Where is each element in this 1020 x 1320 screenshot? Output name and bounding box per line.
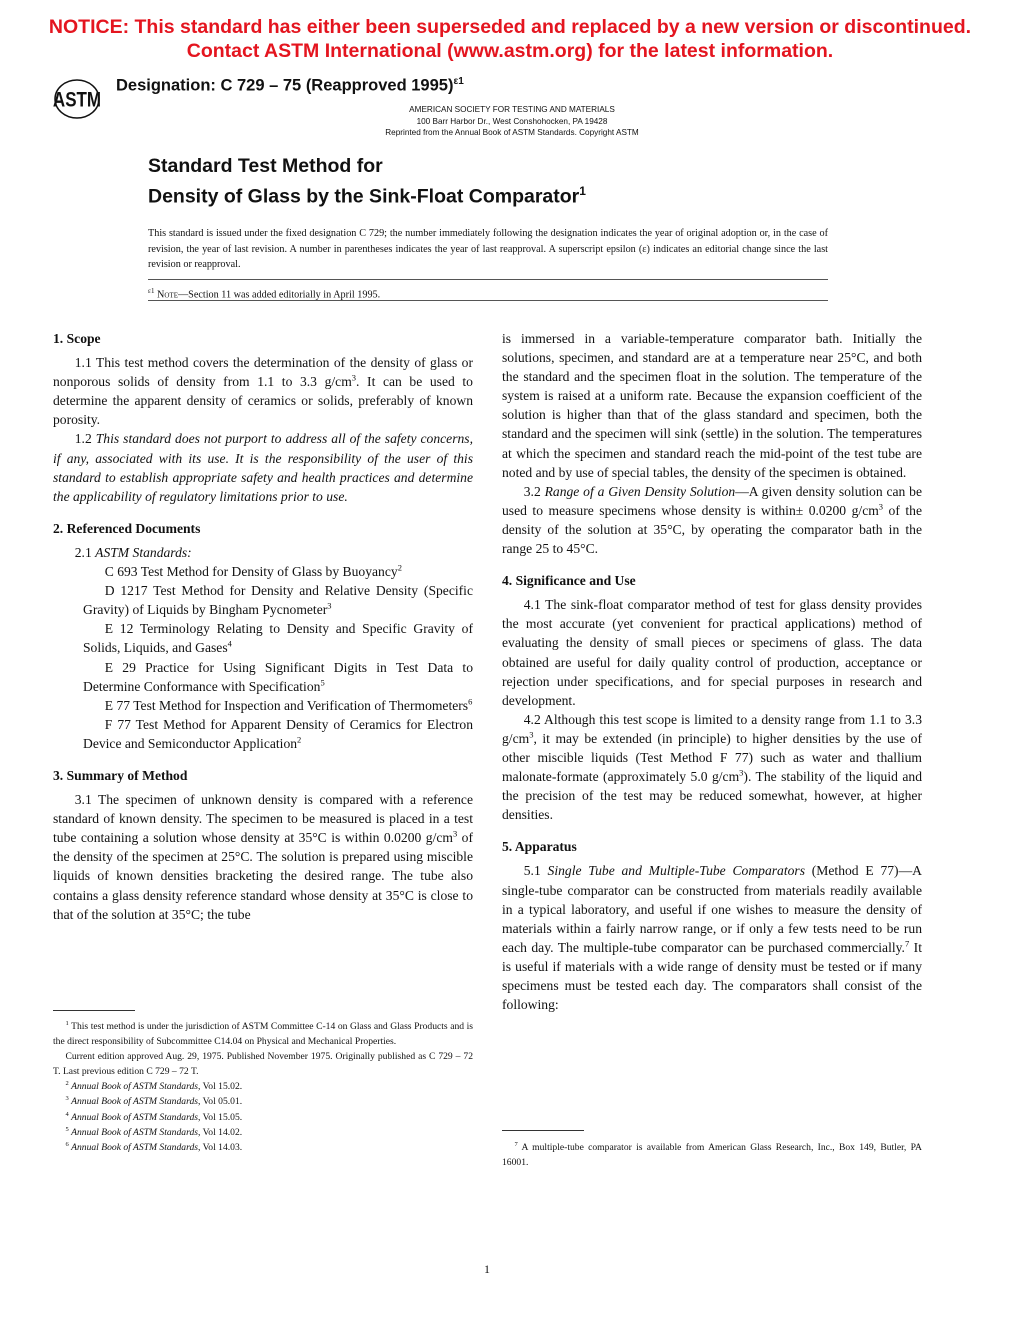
reference-text: D 1217 Test Method for Density and Relative Density (Specific Gravity) of Liquids by Bingham Pycnometer	[83, 583, 473, 618]
sup: 4	[65, 1110, 69, 1118]
org-address: 100 Barr Harbor Dr., West Conshohocken, PA 19428	[416, 116, 608, 126]
designation	[116, 76, 464, 96]
reference-text: F 77 Test Method for Apparent Density of Ceramics for Electron Device and Semiconductor Application	[83, 716, 473, 751]
sup: 6	[468, 696, 473, 707]
scope-1-2-text: This standard does not purport to address all of the safety concerns, if any, associated with its use. It is the responsibility of the user of this standard to establish appropriate safety and health practices and determine the applicability of regulatory limitations prior to use.	[53, 431, 473, 504]
significance-4-2	[502, 710, 922, 825]
footnote-italic: Annual Book of ASTM Standards	[71, 1126, 198, 1138]
significance-4-2-text: 4.2 Although this test scope is limited to a density range from 1.1 to 3.3 g/cm	[502, 711, 922, 746]
significance-4-2-text-c: ). The stability of the liquid and the precision of the test may be reduced somewhat, however, at higher densities.	[502, 769, 922, 823]
astm-logo	[52, 78, 102, 120]
summary-3-2-text: —A given density solution can be used to measure specimens whose density is within± 0.0200 g/cm	[502, 483, 923, 518]
editorial-note-sup: ε1	[148, 287, 155, 295]
designation-sup: ε1	[453, 76, 464, 87]
footnote-3	[53, 1094, 473, 1109]
footnote-6	[53, 1140, 473, 1155]
reprint-note: Reprinted from the Annual Book of ASTM Standards. Copyright ASTM	[385, 128, 639, 137]
reference-text: C 693 Test Method for Density of Glass by Buoyancy	[104, 564, 398, 580]
reference-item	[71, 619, 473, 657]
right-column	[502, 329, 922, 1014]
footnote-1b: Current edition approved Aug. 29, 1975. Published November 1975. Originally published as C 729 – 72 T. Last previous edition C 729 – 72 T.	[53, 1051, 473, 1078]
summary-3-2-italic: Range of a Given Density Solution	[544, 483, 736, 499]
editorial-note-label: Note	[157, 289, 178, 301]
divider	[148, 279, 828, 280]
footnote-right	[502, 1140, 922, 1170]
footnote-2	[53, 1079, 473, 1094]
significance-heading: 4. Significance and Use	[502, 573, 636, 589]
summary-3-2-text-b: of the density of the solution at 35°C, by operating the comparator bath in the range 25 to 45°C.	[502, 502, 922, 557]
sup: 3	[65, 1095, 69, 1103]
org-name: AMERICAN SOCIETY FOR TESTING AND MATERIALS	[409, 105, 615, 114]
reference-text: E 12 Terminology Relating to Density and Specific Gravity of Solids, Liquids, and Gases	[83, 621, 473, 656]
notice-line-2: Contact ASTM International (www.astm.org) for the latest information.	[186, 40, 834, 62]
footnote-5	[53, 1125, 473, 1140]
editorial-note-text: —Section 11 was added editorially in April 1995.	[177, 289, 381, 301]
reference-item	[71, 715, 473, 753]
sup: 4	[227, 638, 232, 649]
page-number: 1	[484, 1262, 490, 1276]
svg-text:A​STM: A​STM	[52, 89, 102, 113]
title-line-1: Standard Test Method for	[148, 155, 383, 177]
para-num: 1.2	[74, 431, 96, 447]
sup: 6	[65, 1140, 69, 1148]
sup: 5	[65, 1125, 69, 1133]
summary-3-1-continued: is immersed in a variable-temperature comparator bath. Initially the solutions, specimen, and standard are at a temperature near 25°C, and both the standard and the specimen float in the solution. The temperature of the system is raised at a uniform rate. Because the expansion coefficient of the solution is higher than that of the glass standard and specimen, both the standard and the specimen will sink (settle) in the solution. The temperatures at which the specimen and standard reach the mid-point of the test tube are noted and by use of special tables, the density of the specimen is obtained.	[502, 331, 922, 480]
reference-list	[53, 562, 473, 753]
summary-3-1	[53, 790, 473, 924]
footnote-text: This test method is under the jurisdiction of ASTM Committee C-14 on Glass and Glass Products and is the direct responsibility of Subcommittee C14.04 on Physical and Mechanical Properties.	[53, 1021, 473, 1048]
apparatus-5-1-text: (Method E 77)—A single-tube comparator can be constructed from materials readily available in a typical laboratory, and useful if one wishes to measure the density of materials within a fairly narrow range, or if only a few tests need to be run each day. The multiple-tube comparator can be purchased commercially.	[502, 863, 922, 955]
footnote-text: , Vol 15.05.	[197, 1111, 243, 1123]
scope-1-1-text: 1.1 This test method covers the determination of the density of glass or nonporous solids of density from 1.1 to 3.3 g/cm	[53, 355, 473, 390]
apparatus-5-1-italic: Single Tube and Multiple-Tube Comparators	[547, 863, 805, 879]
reference-text: E 29 Practice for Using Significant Digits in Test Data to Determine Conformance with Specification	[83, 659, 473, 694]
referenced-heading: 2. Referenced Documents	[53, 520, 201, 536]
sup: 2	[65, 1080, 69, 1088]
apparatus-heading: 5. Apparatus	[502, 839, 577, 855]
para-num: 5.1	[523, 863, 548, 879]
footnote-4	[53, 1110, 473, 1125]
summary-3-1-text: 3.1 The specimen of unknown density is compared with a reference standard of known density. The specimen to be measured is placed in a test tube containing a solution whose density at 35°C is within 0.0200 g/cm	[53, 792, 473, 846]
footnote-italic: Annual Book of ASTM Standards	[71, 1141, 198, 1153]
footnote-text: , Vol 14.02.	[197, 1126, 243, 1138]
sup: 7	[514, 1140, 518, 1148]
reference-item	[71, 581, 473, 619]
scope-1-2	[53, 429, 473, 505]
significance-4-1: 4.1 The sink-float comparator method of test for glass density provides the most accurate (yet convenient for practical applications) method of evaluating the density of small pieces or specimens of glass. The data obtained are useful for daily quality control of production, acceptance or rejection under specifications, and for special purposes in research and development.	[502, 597, 922, 708]
sup: 3	[529, 729, 534, 740]
publisher-info	[340, 104, 684, 139]
apparatus-5-1-text-b: It is useful if materials with a wide range of density must be tested or if many specimens must be tested each day. The comparators shall consist of the following:	[502, 939, 922, 1013]
referenced-subheading: ASTM Standards:	[95, 544, 192, 560]
notice-line-1: NOTICE: This standard has either been superseded and replaced by a new version or discontinued.	[48, 16, 972, 38]
footnote-1	[53, 1019, 473, 1049]
sup: 3	[351, 372, 357, 383]
sup: 2	[297, 734, 302, 745]
scope-1-1-text-b: . It can be used to determine the apparent density of ceramics or solids, preferably of known porosity.	[53, 374, 473, 428]
sup: 3	[327, 600, 332, 611]
footnotes-left	[53, 1019, 473, 1155]
significance-4-2-text-b: , it may be extended (in principle) to higher densities by the use of other miscible liquids (Test Method F 77) such as water and thallium malonate-formate (approximately 5.0 g/cm	[502, 730, 922, 785]
reference-item	[71, 562, 473, 581]
title-line-2: Density of Glass by the Sink-Float Comparator	[148, 185, 580, 208]
footnote-7	[502, 1140, 922, 1170]
para-num: 3.2	[523, 483, 545, 499]
designation-text: Designation: C 729 – 75 (Reapproved 1995)	[116, 76, 454, 95]
footnote-italic: Annual Book of ASTM Standards	[71, 1111, 198, 1123]
left-column	[53, 329, 473, 924]
sup: 3	[739, 767, 744, 778]
sup: 3	[452, 828, 458, 839]
apparatus-5-1	[502, 861, 922, 1014]
footnote-italic: Annual Book of ASTM Standards	[71, 1081, 198, 1093]
sup: 3	[878, 501, 884, 512]
scope-1-1	[53, 353, 473, 429]
document-title	[148, 154, 586, 210]
referenced-2-1	[53, 543, 473, 562]
reference-item	[71, 696, 473, 715]
footnote-text: A multiple-tube comparator is available from American Glass Research, Inc., Box 149, Butler, PA 16001.	[502, 1142, 922, 1169]
footnote-text: , Vol 05.01.	[197, 1096, 243, 1108]
scope-heading: 1. Scope	[53, 331, 101, 346]
reference-text: E 77 Test Method for Inspection and Verification of Thermometers	[104, 697, 469, 713]
footnote-text: , Vol 15.02.	[197, 1081, 243, 1093]
divider	[148, 300, 828, 301]
title-sup: 1	[579, 184, 586, 198]
sup: 5	[320, 677, 325, 688]
reference-item	[71, 658, 473, 696]
footnote-text: , Vol 14.03.	[197, 1141, 243, 1153]
summary-heading: 3. Summary of Method	[53, 767, 188, 783]
footnote-rule	[53, 1010, 135, 1011]
footnote-italic: Annual Book of ASTM Standards	[71, 1096, 198, 1108]
sup: 2	[397, 562, 402, 573]
sup: 1	[65, 1019, 69, 1027]
summary-3-1-text-b: of the density of the specimen at 25°C. The solution is prepared using miscible liquids of known densities bracketing the desired range. The tube also contains a glass density reference standard whose density at 35°C is close to that of the solution at 35°C; the tube	[53, 830, 473, 922]
summary-3-2	[502, 482, 922, 558]
footnote-rule	[502, 1130, 584, 1131]
sup: 7	[904, 938, 910, 949]
issued-statement: This standard is issued under the fixed designation C 729; the number immediately following the designation indicates the year of original adoption or, in the case of revision, the year of last revision. A number in parentheses indicates the year of last reapproval. A superscript epsilon (ε) indicates an editorial change since the last revision or reapproval.	[148, 228, 828, 270]
para-num: 2.1	[74, 544, 96, 560]
